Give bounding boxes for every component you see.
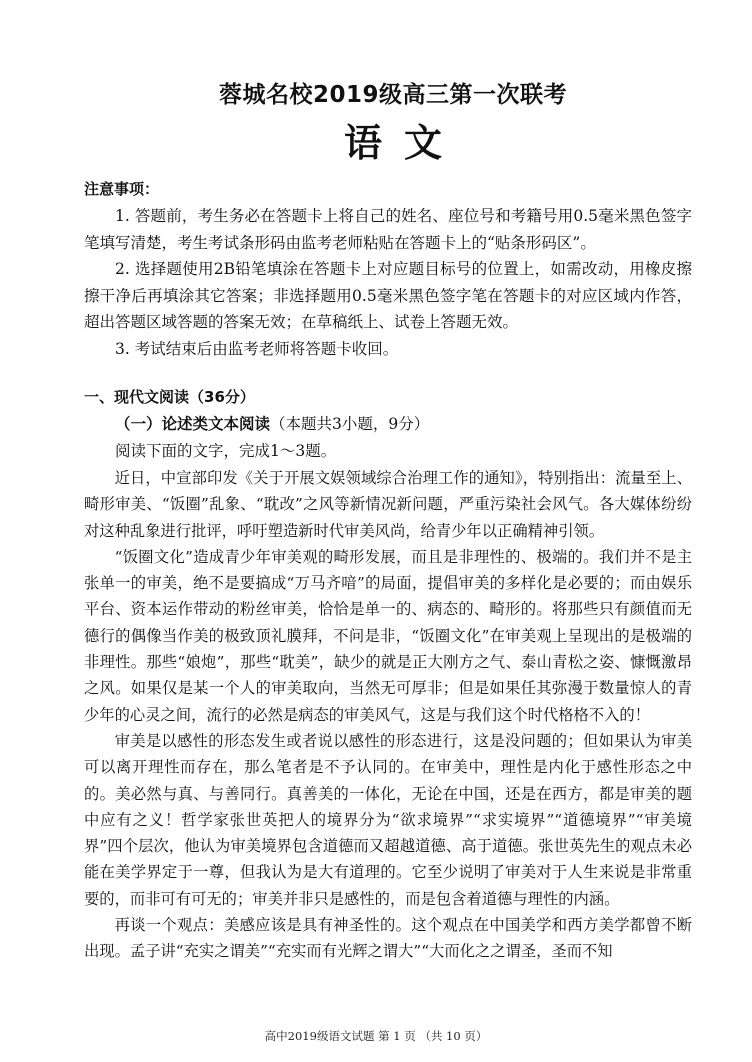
spacer [84, 362, 692, 384]
notice-item-3: 3. 考试结束后由监考老师将答题卡收回。 [115, 339, 399, 358]
notice-item-2: 2. 选择题使用2B铅笔填涂在答题卡上对应题目标号的位置上，如需改动，用橡皮擦擦干净后再填涂其它答案；非选择题用0.5毫米黑色签字笔在答题卡的对应区域内作答，超出答题区域答题的答案无效；在草稿纸上、试卷上答题无效。 [84, 260, 692, 331]
article-paragraph-4: 再谈一个观点：美感应该是具有神圣性的。这个观点在中国美学和西方美学都曾不断出现。孟子讲“充实之谓美”“充实而有光辉之谓大”“大而化之之谓圣，圣而不知 [84, 916, 692, 961]
reading-instruction: 阅读下面的文字，完成1～3题。 [115, 442, 337, 460]
page-footer: 高中2019级语文试题 第 1 页 （共 10 页） [264, 1029, 488, 1043]
sub-section-title: （一）论述类文本阅读 [115, 415, 271, 433]
article-paragraph-3: 审美是以感性的形态发生或者说以感性的形态进行，这是没问题的；但如果认为审美可以离开理性而存在，那么笔者是不予认同的。在审美中，理性是内化于感性形态之中的。美必然与真、与善同行。真善美的一体化，无论在中国，还是在西方，都是审美的题中应有之义！哲学家张世英把人的境界分为“欲求境界”“求实境界”“道德境界”“审美境界”四个层次，他认为审美境界包含道德而又超越道德、高于道德。张世英先生的观点未必能在美学界定于一尊，但我认为是大有道理的。它至少说明了审美对于人生来说是非常重要的，而非可有可无的；审美并非只是感性的，而是包含着道德与理性的内涵。 [84, 731, 692, 908]
notice-item-1: 1. 答题前，考生务必在答题卡上将自己的姓名、座位号和考籍号用0.5毫米黑色签字笔填写清楚，考生考试条形码由监考老师粘贴在答题卡上的“贴条形码区”。 [84, 207, 692, 252]
sub-section-score: （本题共3小题，9分） [270, 415, 430, 433]
notice-heading: 注意事项： [84, 180, 160, 198]
section-heading: 一、现代文阅读（36分） [84, 388, 255, 406]
sub-section-heading [84, 411, 692, 438]
subject-title: 语文 [343, 121, 464, 165]
exam-title: 蓉城名校2019级高三第一次联考 [218, 82, 567, 108]
article-paragraph-2: “饭圈文化”造成青少年审美观的畸形发展，而且是非理性的、极端的。我们并不是主张单一的审美，绝不是要搞成“万马齐喑”的局面，提倡审美的多样化是必要的；而由娱乐平台、资本运作带动的粉丝审美，恰恰是单一的、病态的、畸形的。将那些只有颜值而无德行的偶像当作美的极致顶礼膜拜，不问是非，“饭圈文化”在审美观上呈现出的是极端的非理性。那些“娘炮”，那些“耽美”，缺少的就是正大刚方之气、泰山青松之姿、慷慨激昂之风。如果仅是某一个人的审美取向，当然无可厚非；但是如果任其弥漫于数量惊人的青少年的心灵之间，流行的必然是病态的审美风气，这是与我们这个时代格格不入的！ [84, 547, 692, 724]
article-paragraph-1: 近日，中宣部印发《关于开展文娱领域综合治理工作的通知》，特别指出：流量至上、畸形审美、“饭圈”乱象、“耽改”之风等新情况新问题，严重污染社会风气。各大媒体纷纷对这种乱象进行批评，呼吁塑造新时代审美风尚，给青少年以正确精神引领。 [84, 469, 692, 540]
